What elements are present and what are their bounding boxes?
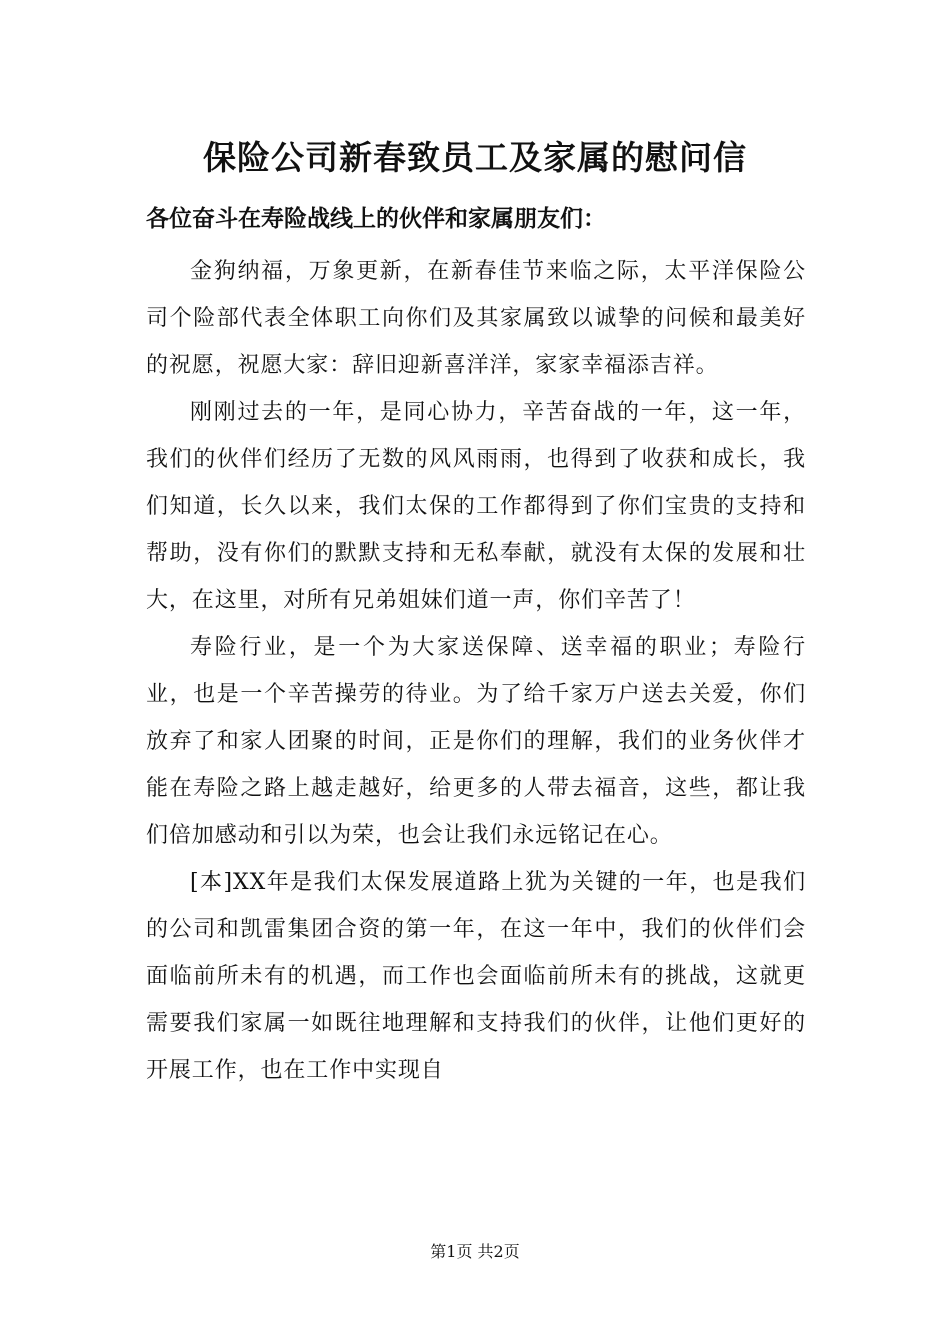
letter-salutation: 各位奋斗在寿险战线上的伙伴和家属朋友们： bbox=[146, 205, 606, 232]
letter-body bbox=[146, 248, 806, 1094]
paragraph-1: 金狗纳福，万象更新，在新春佳节来临之际，太平洋保险公司个险部代表全体职工向你们及其家属致以诚挚的问候和最美好的祝愿，祝愿大家：辞旧迎新喜洋洋，家家幸福添吉祥。 bbox=[146, 259, 806, 378]
paragraph-3: 寿险行业，是一个为大家送保障、送幸福的职业；寿险行业，也是一个辛苦操劳的待业。为了给千家万户送去关爱，你们放弃了和家人团聚的时间，正是你们的理解，我们的业务伙伴才能在寿险之路上越走越好，给更多的人带去福音，这些，都让我们倍加感动和引以为荣，也会让我们永远铭记在心。 bbox=[146, 635, 806, 848]
letter-title: 保险公司新春致员工及家属的慰问信 bbox=[203, 138, 747, 177]
page-number-footer: 第1页 共2页 bbox=[430, 1242, 520, 1261]
paragraph-4: [本]XX年是我们太保发展道路上犹为关键的一年，也是我们的公司和凯雷集团合资的第一年，在这一年中，我们的伙伴们会面临前所未有的机遇，而工作也会面临前所未有的挑战，这就更需要我们家属一如既往地理解和支持我们的伙伴，让他们更好的开展工作，也在工作中实现自 bbox=[146, 870, 806, 1083]
paragraph-2: 刚刚过去的一年，是同心协力，辛苦奋战的一年，这一年，我们的伙伴们经历了无数的风风雨雨，也得到了收获和成长，我们知道，长久以来，我们太保的工作都得到了你们宝贵的支持和帮助，没有你们的默默支持和无私奉献，就没有太保的发展和壮大，在这里，对所有兄弟姐妹们道一声，你们辛苦了！ bbox=[146, 400, 806, 613]
